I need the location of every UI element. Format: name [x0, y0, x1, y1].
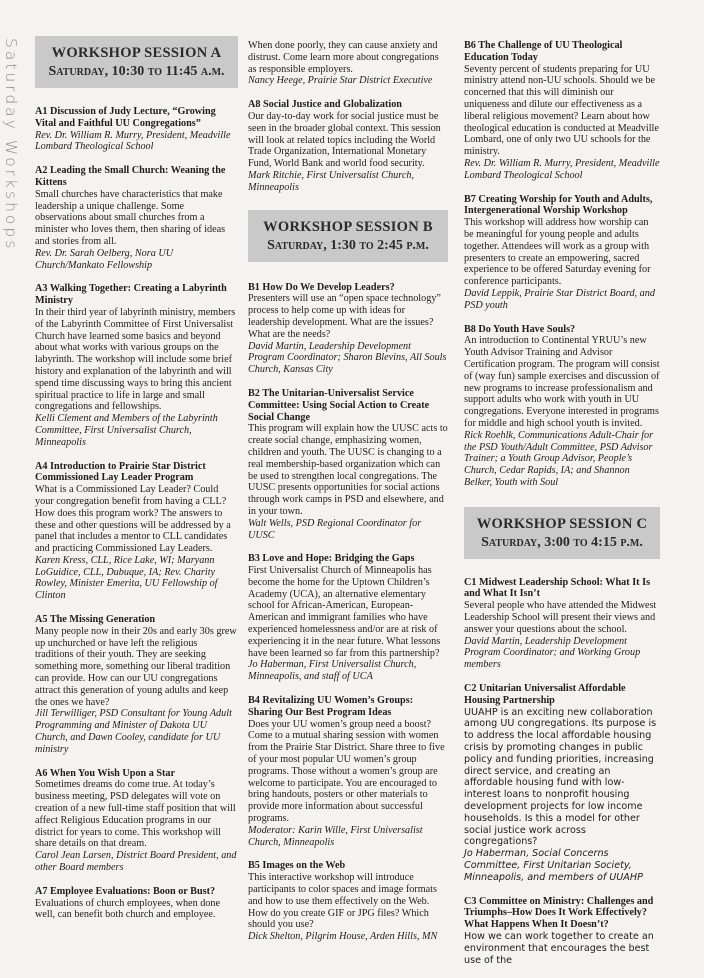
session-c-time: Saturday, 3:00 to 4:15 p.m.	[481, 534, 643, 550]
workshop-a5	[35, 614, 238, 756]
workshop-b2	[248, 388, 448, 541]
workshop-description: This interactive workshop will introduce participants to color spaces and image formats and how to use them effectively on the Web. How do you create GIF or JPG files? Which should you use?	[248, 872, 437, 931]
workshop-description: Sometimes dreams do come true. At today’s business meeting, PSD delegates will vote on creation of a new full-time staff position that will affect Religious Education programs in our district for years to come. This workshop will share details on that dream.	[35, 779, 236, 850]
workshop-description: In their third year of labyrinth ministry, members of the Labyrinth Committee of First Universalist Church have learned some basics and beyond about what works with various groups on the labyrinth. The workshop will include some brief history and explanation of the labyrinth and will spend time discussing ways to bring this ancient spiritual practice to life in large and small congregations and fellowships.	[35, 306, 236, 413]
workshop-presenter: Jo Haberman, Social Concerns Committee, First Unitarian Society, Minneapolis, and members of UUAHP	[464, 848, 643, 883]
workshop-description: Our day-to-day work for social justice must be seen in the broader global context. This session will look at related topics including the World Trade Organization, International Monetary Fund, World Bank and world food security.	[248, 110, 441, 170]
workshop-description: Evaluations of church employees, when done well, can benefit both church and employee.	[35, 897, 221, 921]
workshop-presenter: David Martin, Leadership Development Program Coordinator; and Working Group members	[464, 635, 641, 671]
workshop-presenter: Jo Haberman, First Universalist Church, Minneapolis, and staff of UCA	[248, 659, 417, 683]
workshop-a2	[35, 165, 238, 271]
workshop-presenter: David Leppik, Prairie Star District Board, and PSD youth	[464, 287, 655, 311]
workshop-title: B5 Images on the Web	[248, 860, 346, 872]
workshop-title: B1 How Do We Develop Leaders?	[248, 281, 395, 293]
workshop-b7	[464, 194, 660, 312]
workshop-description: This workshop will address how worship can be meaningful for young people and adults together. Attendees will work as a group with presenters to create an empowering, sacred experience to be offered Saturday evening for conference participants.	[464, 217, 651, 288]
workshop-title: B7 Creating Worship for Youth and Adults, Intergenerational Worship Workshop	[464, 193, 653, 217]
workshop-title: A4 Introduction to Prairie Star District Commissioned Lay Leader Program	[35, 460, 206, 484]
workshop-a1	[35, 106, 238, 153]
column-3	[464, 40, 660, 978]
workshop-title: A3 Walking Together: Creating a Labyrinth Ministry	[35, 283, 227, 307]
workshop-description: Several people who have attended the Midwest Leadership School will present their views and answer your questions about the school.	[464, 600, 657, 635]
workshop-title: A6 When You Wish Upon a Star	[35, 767, 176, 779]
workshop-description: An introduction to Continental YRUU’s new Youth Advisor Training and Advisor Certification program. The program will consist of (way fun) sample exercises and discussion of new programs to increase professionalism and support adults who work with youth in UU congregations. Everyone interested in programs for middle and high school youth is invited.	[464, 335, 660, 429]
session-c-banner	[464, 507, 660, 559]
workshop-presenter: Rev. Dr. William R. Murry, President, Meadville Lombard Theological School	[464, 157, 660, 181]
workshop-presenter: Rev. Dr. William R. Murry, President, Meadville Lombard Theological School	[35, 129, 231, 153]
session-b-name: WORKSHOP SESSION B	[263, 218, 433, 235]
workshop-title: B4 Revitalizing UU Women’s Groups: Sharing Our Best Program Ideas	[248, 695, 414, 718]
workshop-description: Presenters will use an “open space technology” process to help come up with ideas for leadership development. What are the issues? What are the needs?	[248, 293, 441, 340]
workshop-title: A5 The Missing Generation	[35, 614, 156, 626]
workshop-b8	[464, 324, 660, 489]
workshop-presenter: Kelli Clement and Members of the Labyrinth Committee, First Universalist Church, Minneapolis	[35, 413, 218, 448]
workshop-a7	[35, 886, 238, 921]
side-title: Saturday Workshops	[2, 38, 20, 252]
workshop-c2	[464, 683, 660, 884]
workshop-presenter: Rick Roehlk, Communications Adult-Chair for the PSD Youth/Adult Committee, PSD Advisor Trainer; a Youth Group Advisor, People’s Church, Cedar Rapids, IA; and Shannon Belker, Youth with Soul	[464, 429, 654, 488]
workshop-presenter: Moderator: Karin Wille, First Universalist Church, Minneapolis	[248, 824, 423, 848]
workshop-b1	[248, 282, 448, 376]
workshop-title: C2 Unitarian Universalist Affordable Housing Partnership	[464, 683, 626, 706]
workshop-description: This program will explain how the UUSC acts to create social change, emphasizing women, children and youth. The UUSC is changing to a real membership-based organization which can be used to strengthen local congregations. The UUSC presents opportunities for social actions through work camps in PSD and elsewhere, and in your town.	[248, 423, 448, 517]
workshop-description: What is a Commissioned Lay Leader? Could your congregation benefit from having a CLL? How does this program work? The answers to these and other questions will be addressed by a panel that includes a mentor to CLL candidates and practicing Commissioned Lay Leaders.	[35, 484, 231, 555]
workshop-presenter: Dick Shelton, Pilgrim House, Arden Hills, MN	[248, 931, 438, 943]
workshop-title: B6 The Challenge of UU Theological Education Today	[464, 40, 623, 63]
workshop-c3	[464, 896, 660, 967]
workshop-b3	[248, 553, 448, 683]
session-a-time: Saturday, 10:30 to 11:45 a.m.	[48, 64, 225, 79]
session-c-name: WORKSHOP SESSION C	[476, 515, 648, 532]
workshop-presenter: Carol Jean Larsen, District Board President, and other Board members	[35, 850, 237, 874]
workshop-description: How we can work together to create an environment that encourages the best use of the	[464, 931, 654, 966]
workshop-title: C1 Midwest Leadership School: What It Is and What It Isn’t	[464, 576, 651, 600]
workshop-title: A1 Discussion of Judy Lecture, “Growing Vital and Faithful UU Congregations”	[35, 106, 216, 129]
workshop-title: A2 Leading the Small Church: Weaning the Kittens	[35, 165, 226, 188]
session-a-banner	[35, 36, 238, 88]
workshop-description: Small churches have characteristics that make leadership a unique challenge. Some observations about small churches from a minister who loves them, then sharing of ideas and stories from all.	[35, 188, 226, 247]
column-2	[248, 40, 448, 955]
workshop-c1	[464, 577, 660, 671]
workshop-a3	[35, 283, 238, 448]
workshop-a7-continued	[248, 40, 448, 87]
workshop-b6	[464, 40, 660, 182]
workshop-a8	[248, 99, 448, 193]
workshop-description: Seventy percent of students preparing for UU ministry attend non-UU schools. Should we be concerned that this will diminish our uniqueness and dilute our effectiveness as a liberal religious movement? Learn about how theological education is conducted at Meadville Lombard, one of only two UU schools for the ministry.	[464, 63, 659, 158]
workshop-description: UUAHP is an exciting new collaboration among UU congregations. Its purpose is to address the local affordable housing crisis by promoting changes in public policy and funding priorities, increasing direct service, and creating an affordable housing fund with low-interest loans to nonprofit housing development projects for low income households. Is this a model for other social justice work across congregations?	[464, 706, 657, 848]
session-b-time: Saturday, 1:30 to 2:45 p.m.	[267, 237, 429, 253]
workshop-presenter: Nancy Heege, Prairie Star District Executive	[248, 75, 433, 87]
workshop-description: Many people now in their 20s and early 30s grew up unchurched or have left the religious traditions of their youth. They are seeking something more, something our liberal tradition can provide. How can our UU congregations attract this generation of young adults and keep the ones we have?	[35, 625, 237, 708]
workshop-a6	[35, 768, 238, 874]
workshop-b4	[248, 695, 448, 848]
workshop-title: B8 Do Youth Have Souls?	[464, 323, 576, 335]
session-a-name: WORKSHOP SESSION A	[51, 45, 222, 61]
workshop-title: A7 Employee Evaluations: Boon or Bust?	[35, 885, 216, 897]
workshop-presenter: Karen Kress, CLL, Rice Lake, WI; Maryann LoGuidice, CLL, Dubuque, IA; Rev. Charity Rowley, Minister Emerita, UU Fellowship of Clinton	[35, 554, 218, 602]
workshop-presenter: Walt Wells, PSD Regional Coordinator for UUSC	[248, 517, 422, 541]
workshop-presenter: David Martin, Leadership Development Program Coordinator; Sharon Blevins, All Souls Church, Kansas City	[248, 340, 447, 376]
workshop-description: When done poorly, they can cause anxiety and distrust. Come learn more about congregations as responsible employers.	[248, 40, 439, 75]
workshop-title: B2 The Unitarian-Universalist Service Committee: Using Social Action to Create Social Change	[248, 387, 430, 423]
workshop-title: B3 Love and Hope: Bridging the Gaps	[248, 553, 415, 565]
session-b-banner	[248, 210, 448, 262]
workshop-a4	[35, 461, 238, 603]
workshop-presenter: Jill Terwilliger, PSD Consultant for Young Adult Programming and Minister of Dakota UU Church, and Dawn Cooley, candidate for UU ministry	[35, 708, 232, 755]
workshop-presenter: Mark Ritchie, First Universalist Church, Minneapolis	[248, 169, 414, 193]
workshop-presenter: Rev. Dr. Sarah Oelberg, Nora UU Church/Mankato Fellowship	[35, 247, 174, 271]
workshop-description: Does your UU women’s group need a boost? Come to a mutual sharing session with women from the Prairie Star District. Share three to five of your most popular UU women’s group programs. Those without a women’s group are welcome to participate. You are encouraged to bring handouts, posters or other materials to provide more information about successful programs.	[248, 718, 445, 825]
workshop-title: C3 Committee on Ministry: Challenges and Triumphs–How Does It Work Effectively? What Happens When It Doesn’t?	[464, 895, 654, 931]
workshop-b5	[248, 860, 448, 943]
column-1	[35, 36, 238, 933]
workshop-description: First Universalist Church of Minneapolis has become the home for the Uptown Children’s Academy (UCA), an alternative elementary school for African-American, European-American and immigrant families who have experienced homelessness and/or are at risk of experiencing it in the near future. What lessons have been learned so far from this partnership?	[248, 565, 441, 659]
workshop-title: A8 Social Justice and Globalization	[248, 99, 402, 111]
